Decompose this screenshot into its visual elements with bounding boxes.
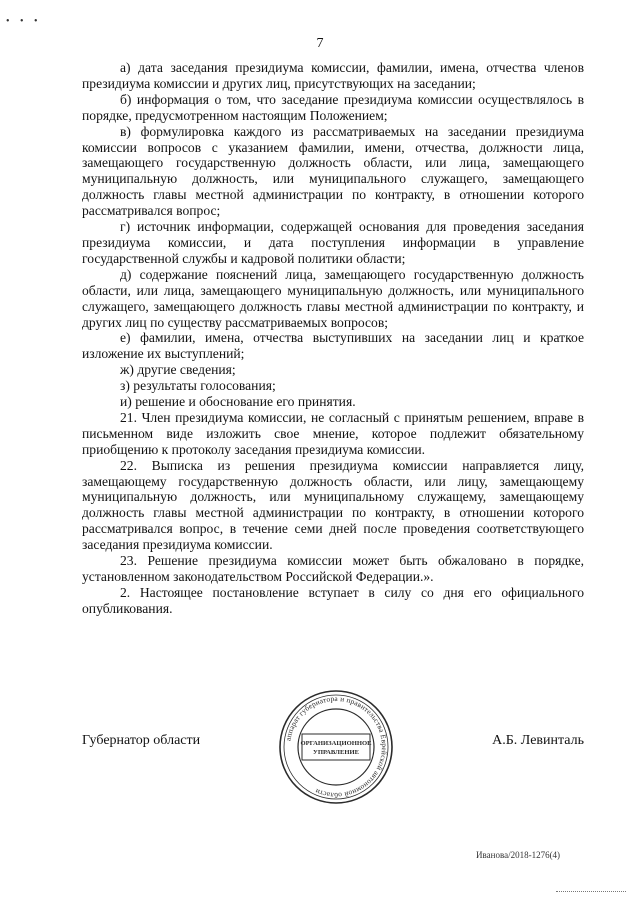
footer-divider — [556, 891, 626, 892]
paragraph-e: е) фамилии, имена, отчества выступивших на заседании лиц и краткое изложение их выступлений; — [82, 330, 584, 362]
seal-ring-text: аппарат губернатора и правительства Еврейской автономной области — [283, 693, 390, 801]
page-number: 7 — [316, 36, 324, 51]
corner-marks: • • • — [6, 16, 42, 27]
seal-center-line2: УПРАВЛЕНИЕ — [312, 749, 360, 756]
signatory-name: А.Б. Левинталь — [492, 733, 584, 748]
document-reference: Иванова/2018-1276(4) — [476, 850, 561, 860]
document-body — [82, 60, 584, 617]
official-seal-stamp — [277, 688, 395, 806]
signatory-position: Губернатор области — [82, 733, 201, 748]
paragraph-21: 21. Член президиума комиссии, не согласный с принятым решением, вправе в письменном виде изложить свое мнение, которое подлежит обязательному приобщению к протоколу заседания президиума комиссии. — [82, 409, 584, 457]
paragraph-z: з) результаты голосования; — [120, 378, 276, 394]
paragraph-22: 22. Выписка из решения президиума комиссии направляется лицу, замещающему государственную должность области, или лицу, замещающему муниципальную должность, или муниципальному служащему, замещающему должность главы местной администрации по контракту, в отношении которого рассматривался вопрос, в течение семи дней после проведения соответствующего заседания президиума комиссии. — [82, 457, 584, 553]
paragraph-b: б) информация о том, что заседание президиума комиссии осуществлялось в порядке, предусмотренном настоящим Положением; — [82, 91, 584, 123]
paragraph-v: в) формулировка каждого из рассматриваемых на заседании президиума комиссии вопросов с указанием фамилии, имени, отчества, должности лица, замещающего государственную должность области, или лица, замещающего муниципальную должность, или муниципального служащего, замещающего должность главы местной администрации по контракту, в отношении которого рассматривался вопрос; — [82, 123, 584, 219]
seal-center-line1: ОРГАНИЗАЦИОННОЕ — [300, 740, 372, 747]
paragraph-zh: ж) другие сведения; — [120, 362, 236, 378]
paragraph-g: г) источник информации, содержащей основания для проведения заседания президиума комиссии, и дата поступления информации в управление государственной службы и кадровой политики области; — [82, 219, 584, 266]
paragraph-effective: 2. Настоящее постановление вступает в силу со дня его официального опубликования. — [82, 584, 584, 616]
paragraph-a: а) дата заседания президиума комиссии, фамилии, имена, отчества членов президиума комиссии и других лиц, присутствующих на заседании; — [82, 60, 584, 91]
paragraph-d: д) содержание пояснений лица, замещающего государственную должность области, или лица, замещающего муниципальную должность, или муниципального служащего, замещающего должность главы местной администрации по контракту, и других лиц по существу рассматриваемых вопросов; — [82, 266, 584, 330]
paragraph-23: 23. Решение президиума комиссии может быть обжаловано в порядке, установленном законодательством Российской Федерации.». — [82, 553, 584, 584]
paragraph-i: и) решение и обоснование его принятия. — [120, 394, 356, 410]
